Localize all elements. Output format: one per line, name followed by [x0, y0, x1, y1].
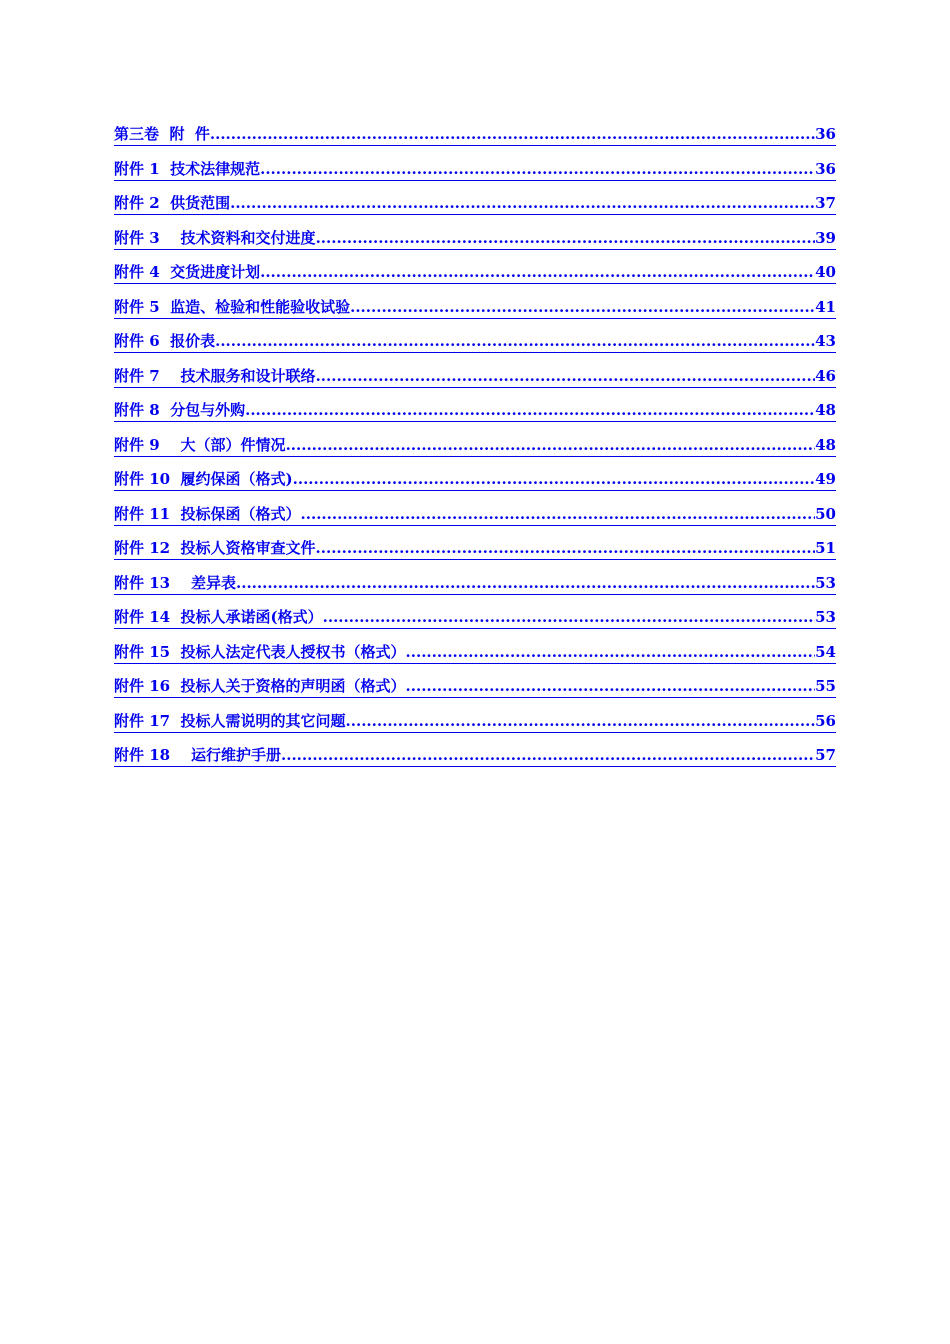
toc-entry-label: 附件 7 技术服务和设计联络 [114, 366, 316, 385]
toc-entry-page: 48 [815, 401, 836, 419]
toc-dot-leader [346, 711, 816, 731]
toc-entry-label: 附件 9 大（部）件情况 [114, 435, 286, 454]
toc-entry-appendix-3[interactable] [114, 215, 836, 250]
toc-dot-leader [406, 642, 816, 662]
toc-dot-leader [215, 331, 815, 351]
toc-entry-appendix-1[interactable] [114, 146, 836, 181]
toc-entry-appendix-13[interactable] [114, 560, 836, 595]
toc-entry-page: 39 [815, 228, 836, 247]
toc-entry-appendix-17[interactable] [114, 698, 836, 733]
toc-entry-label: 附件 10 履约保函（格式) [114, 470, 293, 488]
toc-entry-page: 50 [815, 504, 836, 523]
toc-entry-appendix-5[interactable] [114, 284, 836, 319]
toc-entry-page: 53 [815, 608, 836, 626]
toc-entry-label: 附件 17 投标人需说明的其它问题 [114, 711, 346, 730]
toc-entry-label: 附件 5 监造、检验和性能验收试验 [114, 297, 351, 316]
table-of-contents [114, 122, 836, 767]
toc-entry-label: 附件 12 投标人资格审查文件 [114, 539, 316, 557]
toc-entry-page: 55 [815, 677, 836, 695]
toc-dot-leader [316, 228, 816, 248]
toc-entry-appendix-14[interactable] [114, 595, 836, 630]
toc-entry-appendix-9[interactable] [114, 422, 836, 457]
toc-dot-leader [316, 538, 816, 558]
toc-entry-label: 附件 18 运行维护手册 [114, 746, 281, 764]
toc-entry-volume-3[interactable] [114, 122, 836, 146]
toc-entry-appendix-6[interactable] [114, 319, 836, 354]
toc-entry-page: 41 [815, 297, 836, 316]
toc-entry-appendix-2[interactable] [114, 181, 836, 216]
toc-dot-leader [286, 435, 816, 455]
toc-dot-leader [281, 745, 815, 765]
toc-dot-leader [245, 400, 815, 420]
toc-entry-page: 53 [815, 573, 836, 592]
toc-entry-appendix-10[interactable] [114, 457, 836, 492]
toc-entry-appendix-7[interactable] [114, 353, 836, 388]
toc-entry-page: 51 [815, 539, 836, 557]
toc-dot-leader [293, 469, 815, 489]
toc-entry-page: 48 [815, 435, 836, 454]
toc-entry-page: 37 [815, 194, 836, 212]
toc-entry-label: 附件 15 投标人法定代表人授权书（格式） [114, 642, 406, 661]
toc-entry-label: 附件 6 报价表 [114, 332, 216, 350]
toc-dot-leader [406, 676, 816, 696]
toc-dot-leader [301, 504, 816, 524]
toc-dot-leader [316, 366, 816, 386]
toc-entry-page: 36 [815, 159, 836, 178]
toc-entry-page: 43 [815, 332, 836, 350]
toc-entry-label: 附件 13 差异表 [114, 573, 236, 592]
toc-entry-appendix-12[interactable] [114, 526, 836, 561]
toc-entry-label: 附件 8 分包与外购 [114, 401, 246, 419]
toc-dot-leader [210, 124, 815, 144]
toc-entry-appendix-16[interactable] [114, 664, 836, 699]
toc-dot-leader [260, 159, 815, 179]
toc-entry-label: 附件 4 交货进度计划 [114, 263, 261, 281]
toc-entry-appendix-11[interactable] [114, 491, 836, 526]
toc-entry-page: 54 [815, 642, 836, 661]
toc-entry-appendix-8[interactable] [114, 388, 836, 423]
toc-dot-leader [230, 193, 815, 213]
toc-entry-page: 36 [815, 125, 836, 143]
toc-entry-label: 附件 1 技术法律规范 [114, 159, 261, 178]
toc-dot-leader [260, 262, 815, 282]
toc-dot-leader [350, 297, 815, 317]
toc-entry-label: 附件 2 供货范围 [114, 194, 231, 212]
toc-entry-appendix-15[interactable] [114, 629, 836, 664]
toc-entry-page: 40 [815, 263, 836, 281]
toc-dot-leader [236, 573, 815, 593]
toc-entry-label: 附件 3 技术资料和交付进度 [114, 228, 316, 247]
toc-entry-label: 第三卷 附 件 [114, 125, 210, 143]
toc-entry-appendix-18[interactable] [114, 733, 836, 768]
toc-entry-appendix-4[interactable] [114, 250, 836, 285]
toc-entry-page: 57 [815, 746, 836, 764]
toc-entry-label: 附件 16 投标人关于资格的声明函（格式） [114, 677, 406, 695]
toc-entry-page: 46 [815, 366, 836, 385]
toc-entry-page: 56 [815, 711, 836, 730]
toc-entry-label: 附件 11 投标保函（格式） [114, 504, 301, 523]
toc-entry-label: 附件 14 投标人承诺函(格式） [114, 608, 323, 626]
toc-entry-page: 49 [815, 470, 836, 488]
toc-dot-leader [323, 607, 815, 627]
